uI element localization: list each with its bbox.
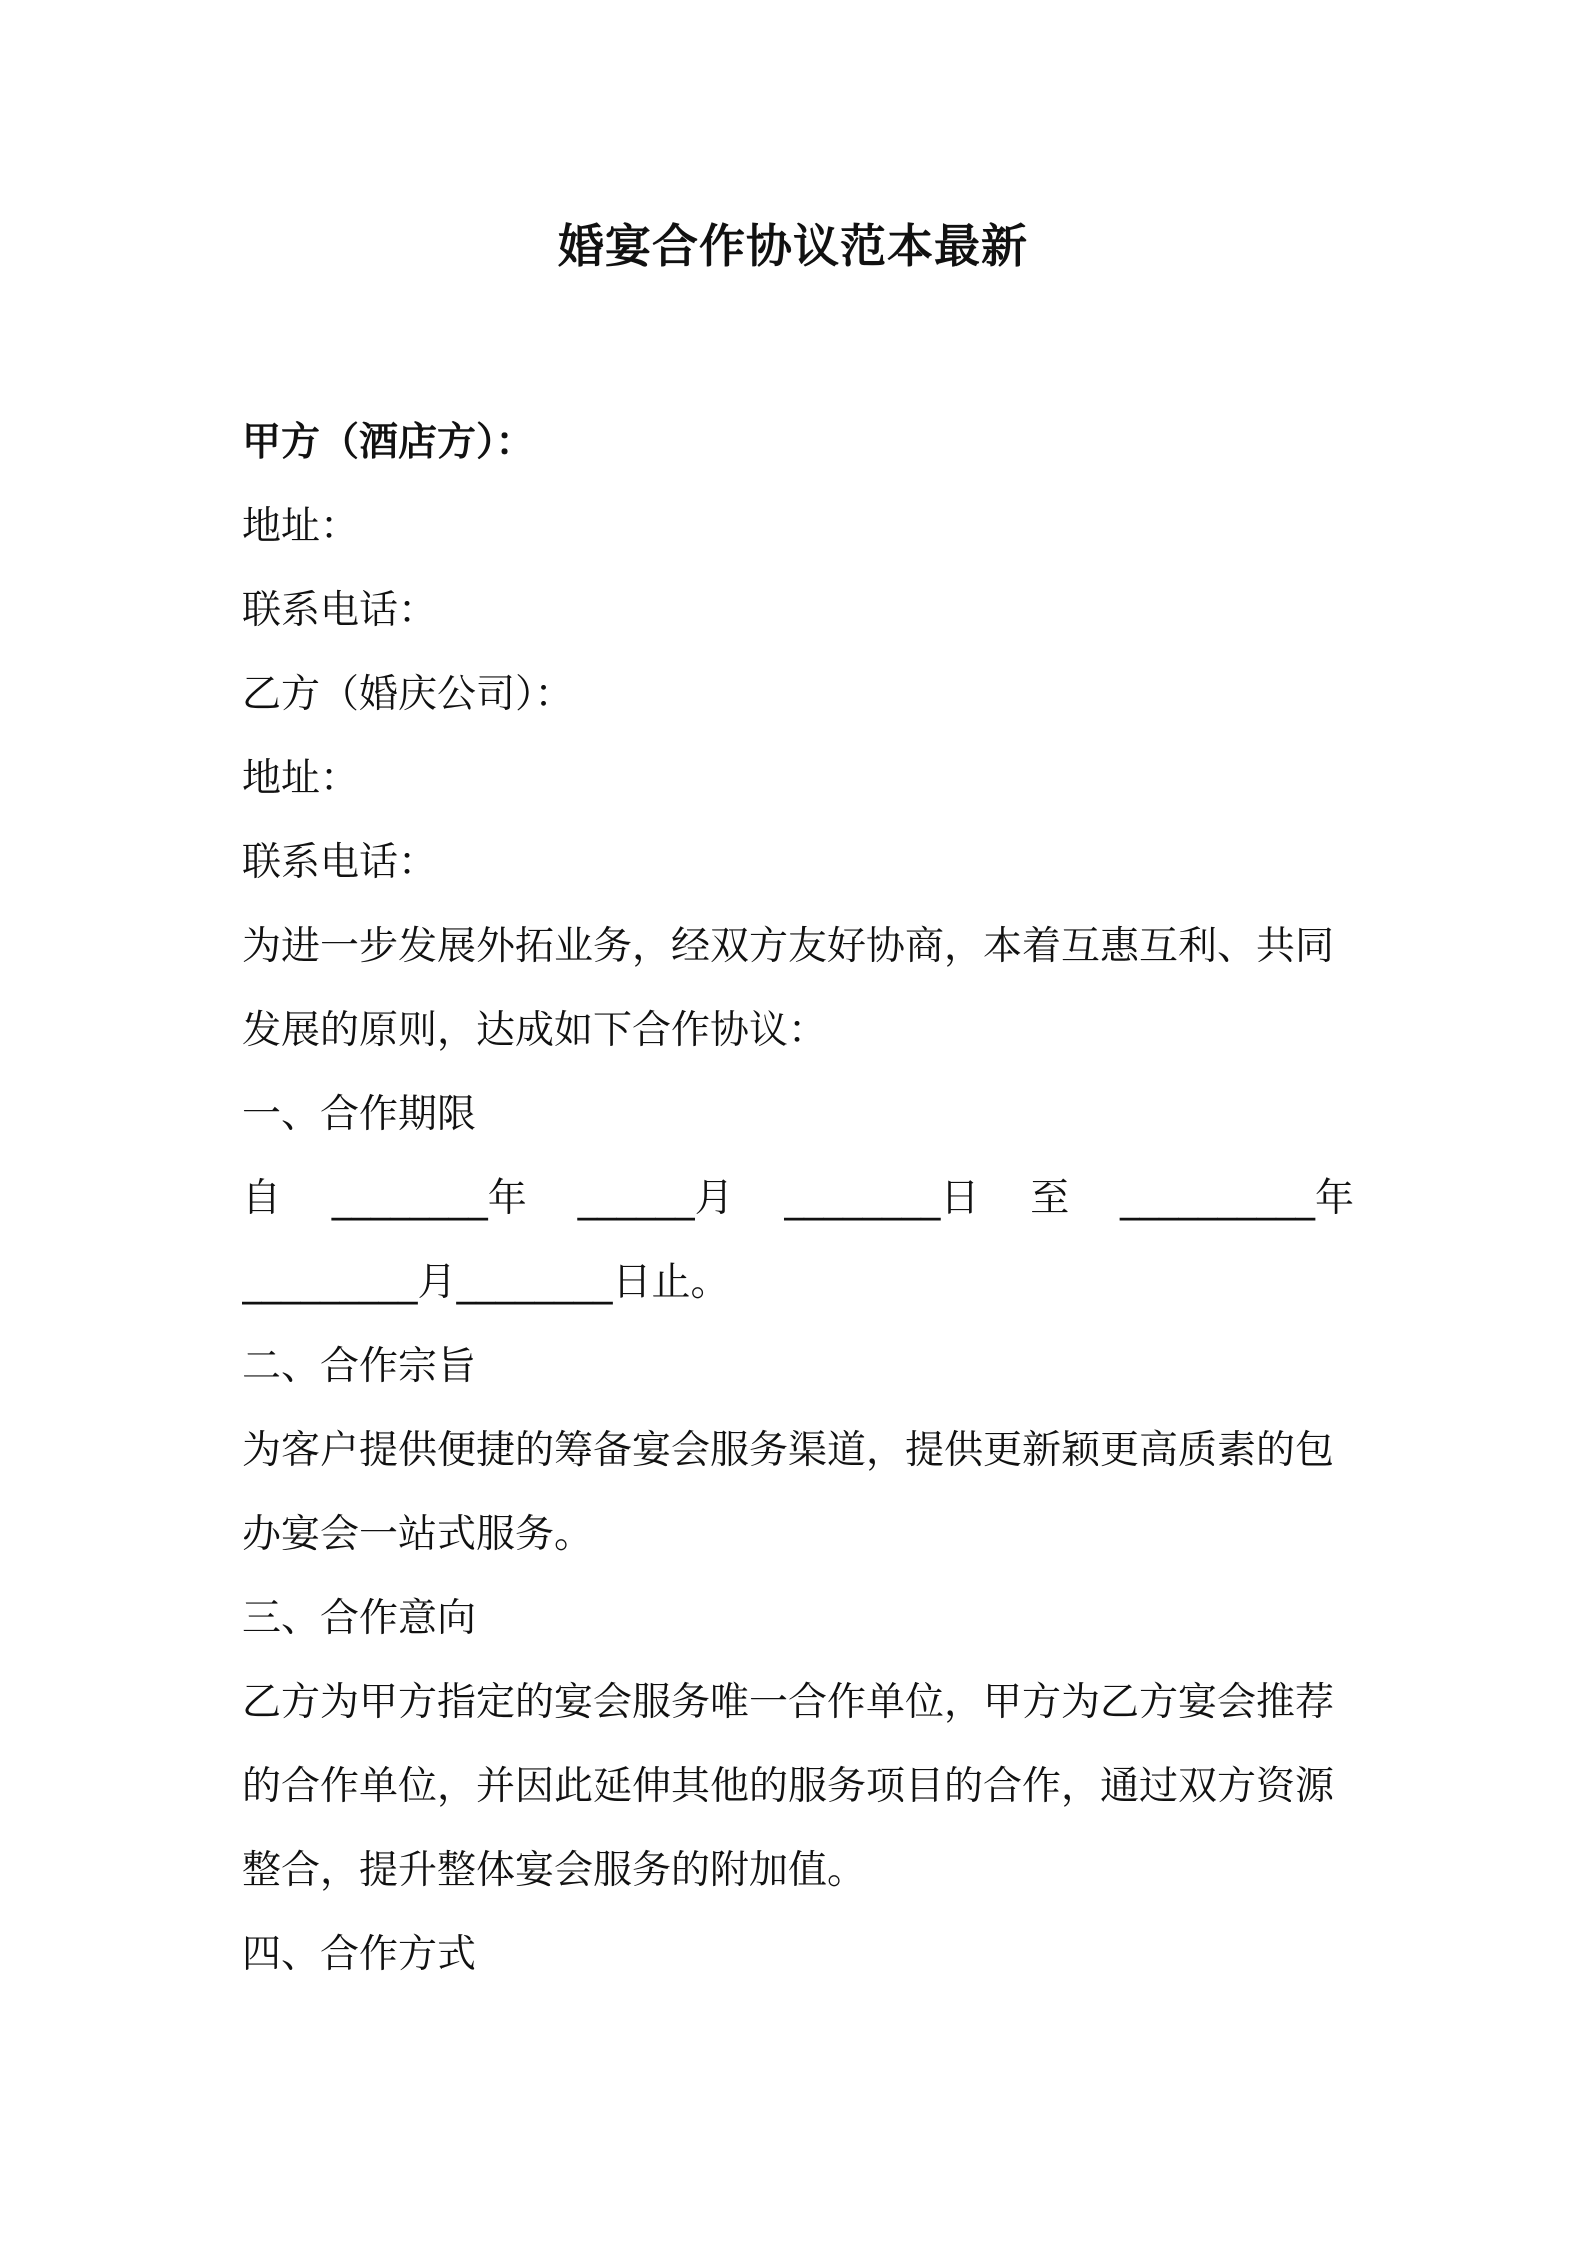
party-b-address-label: 地址： <box>242 756 360 801</box>
document-body <box>242 401 1354 1997</box>
purpose-line: 办宴会一站式服务。 <box>242 1512 594 1557</box>
purpose-line: 为客户提供便捷的筹备宴会服务渠道，提供更新颖更高质素的包 <box>242 1428 1335 1473</box>
section-heading-method: 四、合作方式 <box>242 1932 477 1977</box>
term-start-day: ________日 <box>784 1176 980 1221</box>
intro-line: 发展的原则，达成如下合作协议： <box>242 1008 828 1053</box>
intent-line: 的合作单位，并因此延伸其他的服务项目的合作，通过双方资源 <box>242 1764 1335 1809</box>
term-end-year: __________年 <box>1119 1176 1354 1221</box>
term-date-line <box>242 1157 1354 1241</box>
intent-line: 乙方为甲方指定的宴会服务唯一合作单位，甲方为乙方宴会推荐 <box>242 1680 1335 1725</box>
party-b-phone-label: 联系电话： <box>242 840 438 885</box>
intent-line: 整合，提升整体宴会服务的附加值。 <box>242 1848 867 1893</box>
section-heading-term: 一、合作期限 <box>242 1092 477 1137</box>
section-heading-intent: 三、合作意向 <box>242 1596 477 1641</box>
section-heading-purpose: 二、合作宗旨 <box>242 1344 477 1389</box>
party-a-label: 甲方（酒店方）： <box>242 420 535 465</box>
term-start-month: ______月 <box>577 1176 734 1221</box>
party-a-phone-label: 联系电话： <box>242 588 438 633</box>
document-title: 婚宴合作协议范本最新 <box>558 219 1028 273</box>
term-start-year: ________年 <box>331 1176 527 1221</box>
intro-line: 为进一步发展外拓业务，经双方友好协商，本着互惠互利、共同 <box>242 924 1335 969</box>
party-b-label: 乙方（婚庆公司）： <box>242 672 574 717</box>
party-a-address-label: 地址： <box>242 504 360 549</box>
term-from: 自 <box>242 1176 282 1221</box>
term-to: 至 <box>1030 1176 1070 1221</box>
term-end-line: _________月________日止。 <box>242 1260 730 1305</box>
